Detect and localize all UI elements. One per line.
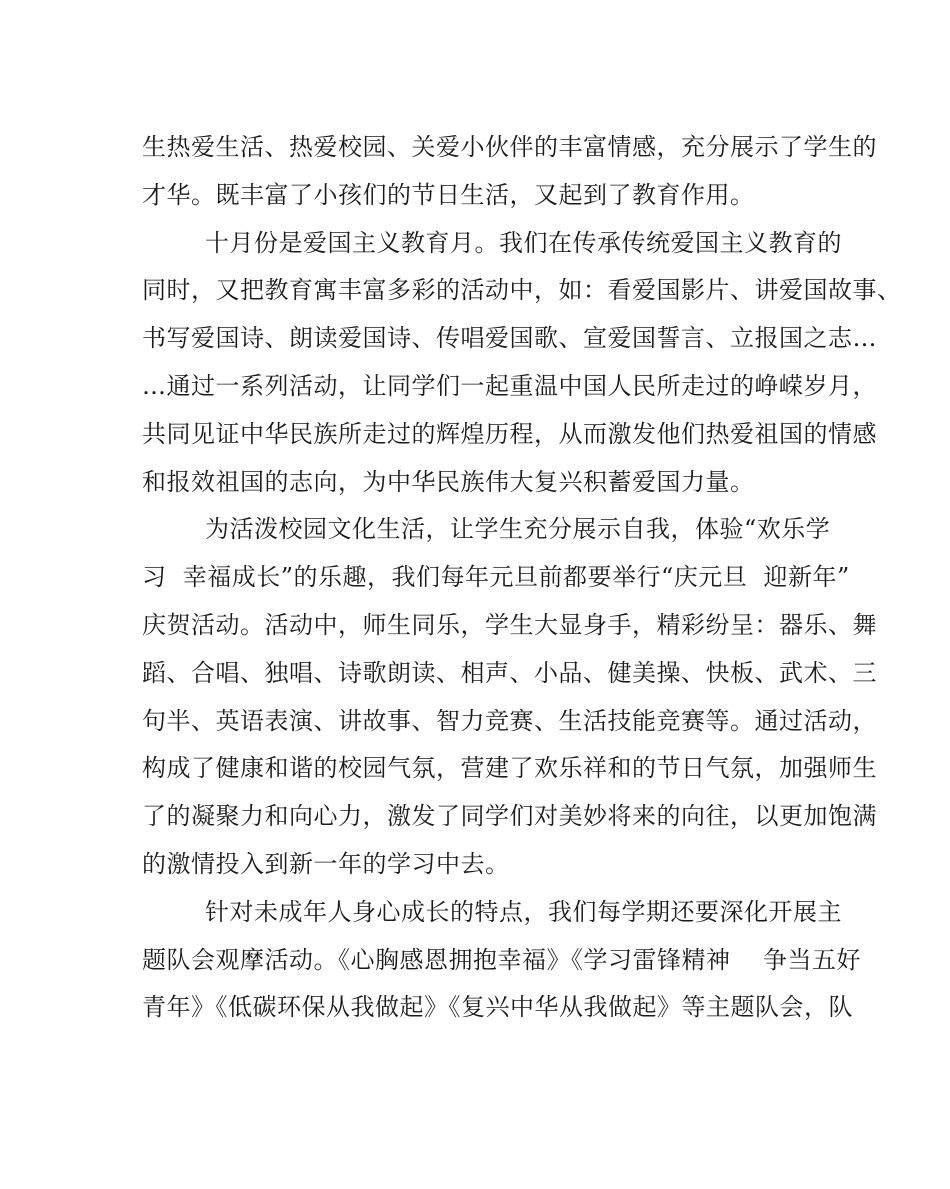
paragraph-3-line-8: 的激情投入到新一年的学习中去。 [142, 849, 510, 878]
paragraph-4-line-2: 题队会观摩活动。《心胸感恩拥抱幸福》《学习雷锋精神 争当五好 [142, 945, 862, 974]
paragraph-2-line-2: 同时，又把教育寓丰富多彩的活动中，如：看爱国影片、讲爱国故事、 [142, 276, 902, 305]
paragraph-3-line-6: 构成了健康和谐的校园气氛，营建了欢乐祥和的节日气氛，加强师生 [142, 754, 877, 783]
paragraph-3-line-2: 习 幸福成长”的乐趣，我们每年元旦前都要举行“庆元旦 迎新年” [142, 563, 850, 592]
paragraph-2-line-4: …通过一系列活动，让同学们一起重温中国人民所走过的峥嵘岁月， [142, 371, 877, 400]
document-body [142, 128, 902, 1036]
paragraph-2-line-6: 和报效祖国的志向，为中华民族伟大复兴积蓄爱国力量。 [142, 467, 755, 496]
paragraph-1-line-1: 生热爱生活、热爱校园、关爱小伙伴的丰富情感，充分展示了学生的 [142, 133, 877, 161]
paragraph-3-line-5: 句半、英语表演、讲故事、智力竞赛、生活技能竞赛等。通过活动， [142, 706, 877, 735]
paragraph-3-line-4: 蹈、合唱、独唱、诗歌朗读、相声、小品、健美操、快板、武术、三 [142, 658, 877, 687]
paragraph-3-line-1: 为活泼校园文化生活，让学生充分展示自我，体验“欢乐学 [205, 515, 831, 544]
paragraph-1-line-2: 才华。既丰富了小孩们的节日生活，又起到了教育作用。 [142, 180, 755, 209]
paragraph-4-line-3: 青年》《低碳环保从我做起》《复兴中华从我做起》等主题队会，队 [142, 993, 853, 1022]
paragraph-3-line-7: 了的凝聚力和向心力，激发了同学们对美妙将来的向往，以更加饱满 [142, 802, 877, 831]
paragraph-2-line-5: 共同见证中华民族所走过的辉煌历程，从而激发他们热爱祖国的情感 [142, 419, 877, 448]
paragraph-3-line-3: 庆贺活动。活动中，师生同乐，学生大显身手，精彩纷呈：器乐、舞 [142, 610, 877, 639]
paragraph-4-line-1: 针对未成年人身心成长的特点，我们每学期还要深化开展主 [205, 897, 842, 926]
paragraph-2-line-3: 书写爱国诗、朗读爱国诗、传唱爱国歌、宣爱国誓言、立报国之志… [142, 324, 877, 353]
paragraph-2-line-1: 十月份是爱国主义教育月。我们在传承传统爱国主义教育的 [205, 228, 842, 257]
